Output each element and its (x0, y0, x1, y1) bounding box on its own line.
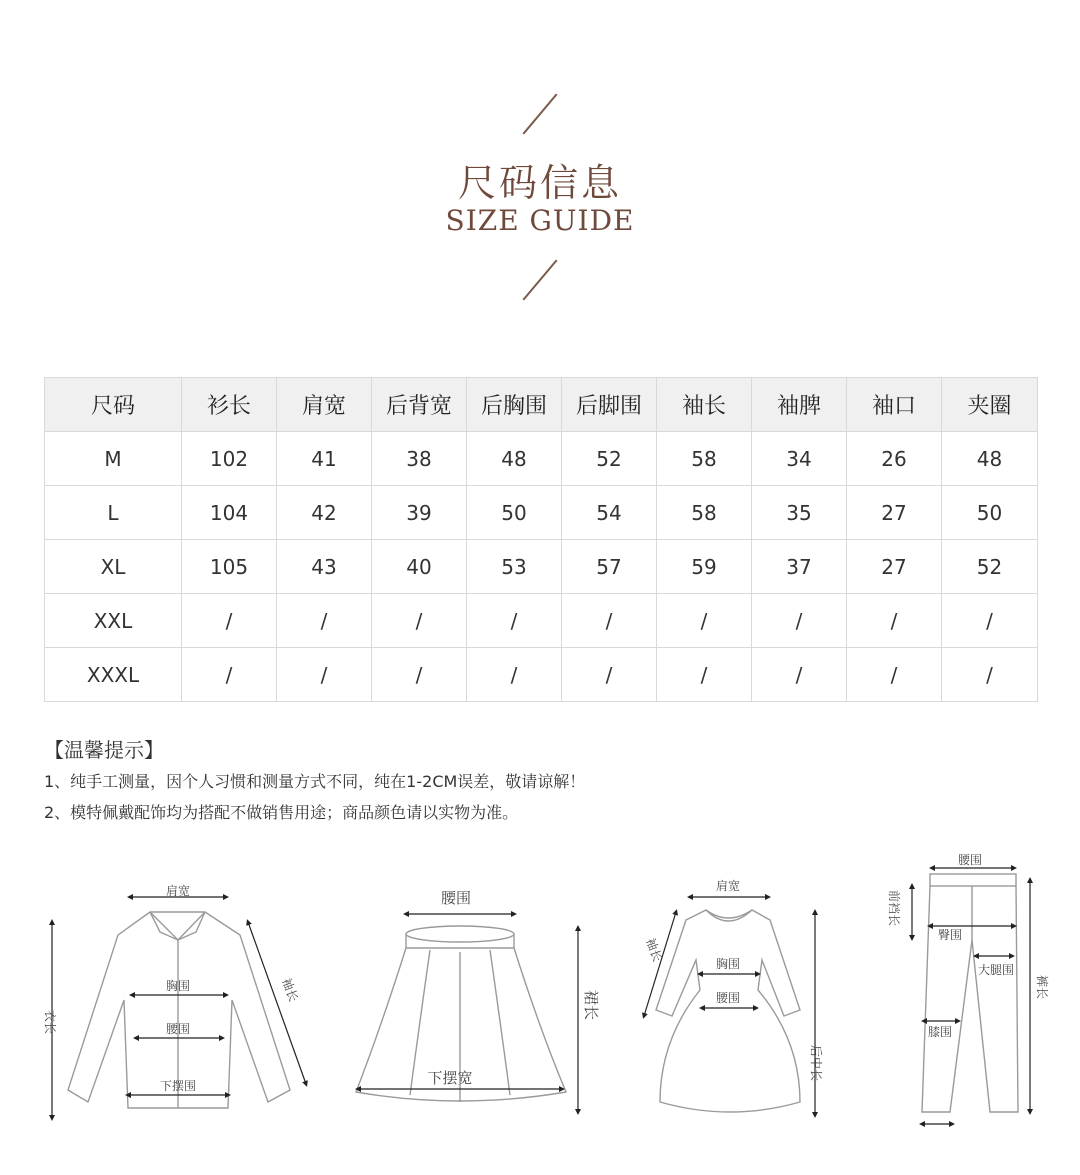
column-header: 夹圈 (942, 378, 1038, 432)
shirt-shoulder-label: 肩宽 (165, 884, 191, 898)
pants-knee-label: 膝围 (927, 1025, 953, 1039)
table-cell: / (277, 594, 372, 648)
table-cell: 48 (467, 432, 562, 486)
table-cell: / (562, 648, 657, 702)
column-header: 后胸围 (467, 378, 562, 432)
table-cell: / (182, 594, 277, 648)
size-table (44, 377, 1038, 702)
table-cell: / (372, 594, 467, 648)
table-cell: 50 (467, 486, 562, 540)
table-header-row (45, 378, 1038, 432)
table-cell: / (277, 648, 372, 702)
dress-diagram (656, 910, 800, 1112)
table-cell: 58 (657, 432, 752, 486)
table-cell: 41 (277, 432, 372, 486)
table-cell: 39 (372, 486, 467, 540)
pants-waist-label: 腰围 (957, 853, 983, 867)
column-header: 袖长 (657, 378, 752, 432)
table-cell: 50 (942, 486, 1038, 540)
table-cell: M (45, 432, 182, 486)
column-header: 袖口 (847, 378, 942, 432)
table-cell: 37 (752, 540, 847, 594)
tip-line-2: 2、模特佩戴配饰均为搭配不做销售用途；商品颜色请以实物为准。 (44, 803, 519, 822)
table-cell: / (752, 648, 847, 702)
tip-line-1: 1、纯手工测量，因个人习惯和测量方式不同，纯在1-2CM误差，敬请谅解！ (44, 772, 586, 791)
table-row (45, 486, 1038, 540)
dress-waist-label: 腰围 (715, 991, 741, 1005)
pants-length-label: 裤长 (1035, 975, 1049, 1000)
dress-back-length-label: 后中长 (809, 1045, 823, 1082)
table-cell: 38 (372, 432, 467, 486)
table-cell: 104 (182, 486, 277, 540)
pants-front-rise-label: 前裆长 (887, 890, 901, 927)
table-row (45, 432, 1038, 486)
table-cell: / (562, 594, 657, 648)
table-cell: 57 (562, 540, 657, 594)
shirt-sleeve-label: 袖长 (279, 976, 301, 1004)
table-row (45, 648, 1038, 702)
table-row (45, 540, 1038, 594)
table-cell: / (847, 594, 942, 648)
table-cell: 59 (657, 540, 752, 594)
table-cell: 27 (847, 540, 942, 594)
shirt-chest-label: 胸围 (165, 979, 191, 993)
table-cell: / (467, 648, 562, 702)
table-cell: 48 (942, 432, 1038, 486)
table-cell: 102 (182, 432, 277, 486)
table-cell: XL (45, 540, 182, 594)
page-title: 尺码信息 (457, 161, 622, 205)
decor-slash-top (523, 93, 558, 134)
table-cell: / (467, 594, 562, 648)
table-cell: 53 (467, 540, 562, 594)
tips-title: 【温馨提示】 (44, 738, 164, 762)
table-cell: / (182, 648, 277, 702)
table-cell: / (372, 648, 467, 702)
column-header: 衫长 (182, 378, 277, 432)
dress-arrows (644, 897, 815, 1115)
shirt-waist-label: 腰围 (165, 1022, 191, 1036)
column-header: 袖脾 (752, 378, 847, 432)
table-cell: / (657, 648, 752, 702)
table-cell: 26 (847, 432, 942, 486)
skirt-length-label: 裙长 (582, 990, 600, 1021)
table-cell: 58 (657, 486, 752, 540)
column-header: 后背宽 (372, 378, 467, 432)
table-cell: / (847, 648, 942, 702)
table-cell: 52 (942, 540, 1038, 594)
table-cell: 34 (752, 432, 847, 486)
table-cell: 35 (752, 486, 847, 540)
pants-diagram (922, 874, 1018, 1112)
table-cell: 43 (277, 540, 372, 594)
table-cell: / (752, 594, 847, 648)
column-header: 后脚围 (562, 378, 657, 432)
shirt-hem-label: 下摆围 (159, 1079, 197, 1093)
pants-thigh-label: 大腿围 (977, 963, 1015, 977)
table-cell: XXXL (45, 648, 182, 702)
page-subtitle: SIZE GUIDE (445, 204, 635, 237)
table-cell: 27 (847, 486, 942, 540)
measurement-diagrams (0, 840, 1080, 1175)
column-header: 肩宽 (277, 378, 372, 432)
dress-chest-label: 胸围 (715, 957, 741, 971)
dress-sleeve-label: 袖长 (643, 936, 665, 964)
dress-shoulder-label: 肩宽 (715, 879, 741, 893)
skirt-hem-label: 下摆宽 (427, 1069, 473, 1087)
decor-slash-bottom (523, 259, 558, 300)
table-cell: XXL (45, 594, 182, 648)
column-header: 尺码 (45, 378, 182, 432)
table-cell: / (942, 648, 1038, 702)
table-cell: / (657, 594, 752, 648)
table-cell: / (942, 594, 1038, 648)
table-cell: 42 (277, 486, 372, 540)
table-cell: 54 (562, 486, 657, 540)
skirt-waist-label: 腰围 (440, 889, 472, 907)
table-cell: 40 (372, 540, 467, 594)
table-cell: L (45, 486, 182, 540)
table-cell: 52 (562, 432, 657, 486)
pants-hip-label: 臀围 (937, 928, 963, 942)
table-cell: 105 (182, 540, 277, 594)
shirt-length-label: 衣长 (43, 1010, 57, 1035)
table-row (45, 594, 1038, 648)
